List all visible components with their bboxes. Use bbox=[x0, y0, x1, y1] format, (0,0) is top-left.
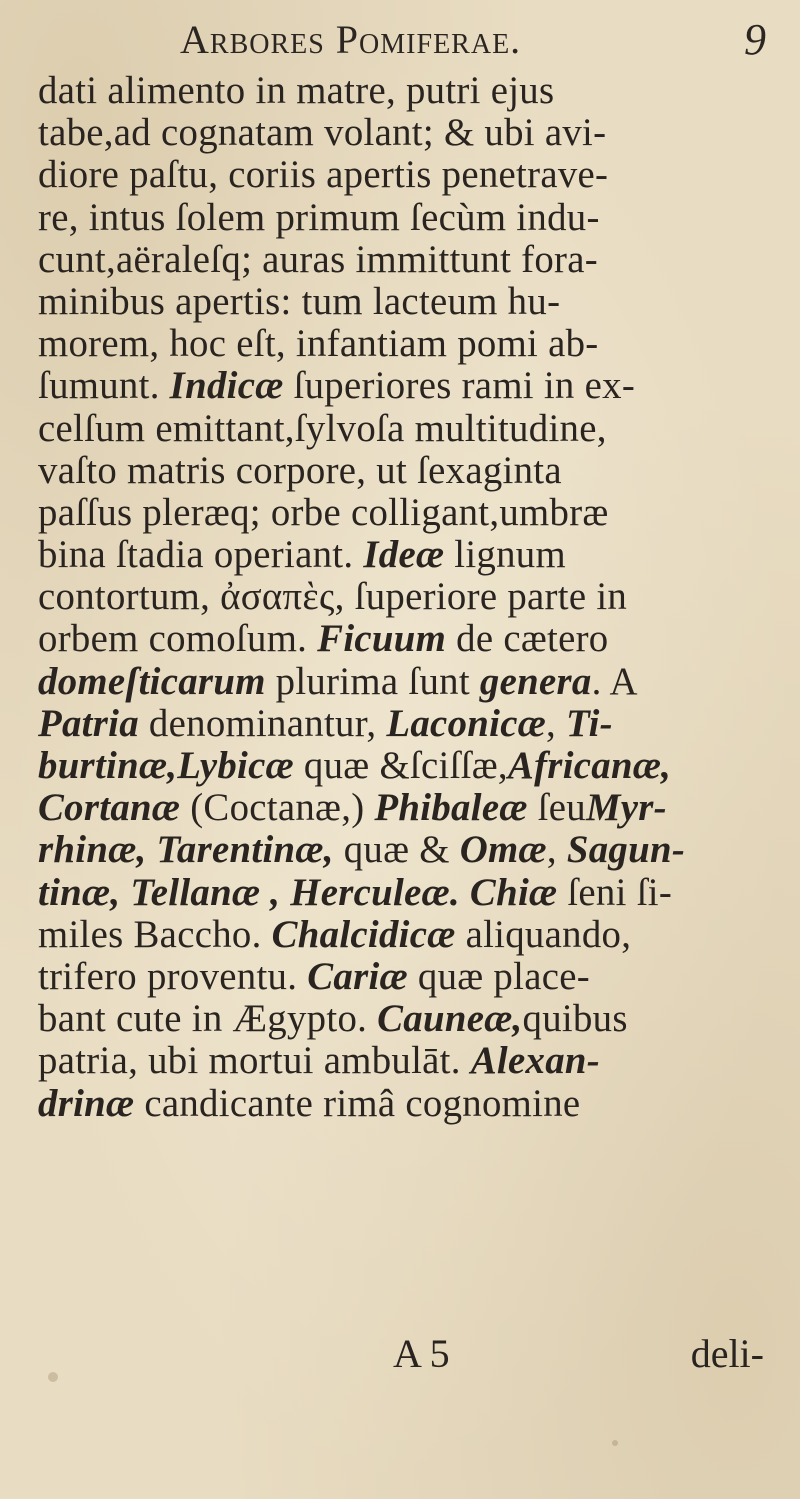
italic-run: tinæ, Tellanæ , Herculeæ. bbox=[38, 870, 460, 914]
italic-run: Ideæ bbox=[363, 533, 445, 577]
text-line bbox=[38, 408, 764, 450]
text-line bbox=[38, 1083, 764, 1125]
text-line bbox=[38, 534, 764, 576]
italic-run: Chalcidicæ bbox=[271, 912, 456, 956]
text-run: plurima ſunt bbox=[265, 659, 480, 703]
text-line bbox=[38, 618, 764, 660]
italic-run: Chiæ bbox=[469, 870, 558, 914]
page-footer bbox=[38, 1330, 768, 1380]
text-run: dati alimento in matre, putri ejus bbox=[38, 69, 555, 112]
text-line bbox=[38, 703, 764, 745]
italic-run: Cortanæ bbox=[38, 786, 181, 830]
text-run: orbem comoſum. bbox=[38, 617, 318, 661]
italic-run: burtinæ,Lybicæ bbox=[38, 744, 294, 787]
text-line bbox=[38, 492, 764, 534]
text-run: celſum emittant,ſylvoſa multitudine, bbox=[38, 406, 607, 450]
italic-run: Cauneæ, bbox=[377, 997, 523, 1041]
text-run: quibus bbox=[522, 997, 628, 1041]
paper-stain bbox=[48, 1372, 58, 1382]
italic-run: Laconicæ bbox=[386, 701, 547, 745]
text-run: paſſus pleræq; orbe colligant,umbræ bbox=[38, 490, 609, 534]
text-run: miles Baccho. bbox=[38, 912, 272, 956]
signature-mark: A 5 bbox=[393, 1331, 450, 1376]
italic-run: Africanæ, bbox=[507, 744, 672, 787]
text-line bbox=[38, 998, 764, 1040]
text-run: bina ſtadia operiant. bbox=[38, 533, 364, 577]
italic-run: Myr- bbox=[585, 786, 667, 830]
text-run: patria, ubi mortui ambulāt. bbox=[38, 1039, 471, 1083]
italic-run: drinæ bbox=[38, 1081, 135, 1125]
text-run: , bbox=[546, 828, 567, 872]
text-line bbox=[38, 745, 764, 787]
text-run: vaſto matris corpore, ut ſexaginta bbox=[38, 448, 562, 492]
italic-run: Sagun- bbox=[566, 828, 686, 872]
text-run: cunt,aëraleſq; auras immittunt fora- bbox=[38, 237, 598, 281]
text-run bbox=[460, 871, 470, 914]
text-line bbox=[38, 872, 764, 914]
italic-run: Indicæ bbox=[169, 364, 284, 408]
text-run: (Coctanæ,) bbox=[180, 786, 375, 830]
page-number: 9 bbox=[744, 15, 766, 64]
text-run: ſuperiores rami in ex- bbox=[283, 364, 636, 408]
body-text bbox=[38, 70, 768, 1125]
text-run: ſeu bbox=[527, 786, 586, 830]
italic-run: Alexan- bbox=[470, 1039, 600, 1083]
text-run: quæ &ſciſſæ, bbox=[293, 744, 508, 787]
text-run: aliquando, bbox=[455, 912, 632, 956]
text-run: candicante rimâ cognomine bbox=[134, 1081, 581, 1125]
text-run: quæ & bbox=[333, 828, 460, 872]
text-line bbox=[38, 829, 764, 871]
italic-run: Omæ bbox=[459, 828, 547, 872]
text-line bbox=[38, 450, 764, 492]
running-title: Arbores Pomiferae. bbox=[180, 17, 522, 62]
text-run: diore paſtu, coriis apertis penetrave- bbox=[38, 153, 609, 197]
text-line bbox=[38, 281, 764, 323]
paper-stain bbox=[612, 1440, 618, 1446]
italic-run: Cariæ bbox=[307, 954, 408, 998]
text-line bbox=[38, 112, 764, 154]
italic-run: Patria bbox=[38, 701, 139, 745]
italic-run: Ficuum bbox=[317, 617, 447, 661]
text-line bbox=[38, 787, 764, 829]
text-run: ſumunt. bbox=[38, 364, 170, 408]
text-run: bant cute in Ægypto. bbox=[38, 997, 378, 1041]
text-run: ſeni ſi- bbox=[557, 870, 673, 914]
catchword: deli- bbox=[690, 1331, 764, 1376]
text-run: contortum, ἀσαπὲς, ſuperiore parte in bbox=[38, 575, 628, 619]
text-run: minibus apertis: tum lacteum hu- bbox=[38, 279, 561, 323]
text-line bbox=[38, 197, 764, 239]
text-line bbox=[38, 661, 764, 703]
italic-run: rhinæ, Tarentinæ, bbox=[38, 828, 334, 872]
text-line bbox=[38, 956, 764, 998]
text-run: , bbox=[546, 701, 567, 745]
text-run: . A bbox=[591, 659, 638, 703]
italic-run: Phibaleæ bbox=[374, 786, 528, 830]
italic-run: genera bbox=[479, 659, 592, 703]
text-line bbox=[38, 70, 764, 112]
text-run: trifero proventu. bbox=[38, 954, 308, 998]
text-run: quæ place- bbox=[407, 954, 590, 998]
text-run: re, intus ſolem primum ſecùm indu- bbox=[38, 195, 600, 239]
italic-run: Ti- bbox=[566, 701, 613, 745]
text-run: de cætero bbox=[446, 617, 609, 661]
text-run: tabe,ad cognatam volant; & ubi avi- bbox=[38, 111, 607, 155]
text-line bbox=[38, 365, 764, 407]
text-run: morem, hoc eſt, infantiam pomi ab- bbox=[38, 322, 599, 366]
text-line bbox=[38, 576, 764, 618]
text-line bbox=[38, 239, 764, 281]
text-line bbox=[38, 154, 764, 196]
italic-run: domeſticarum bbox=[38, 659, 266, 703]
text-line bbox=[38, 323, 764, 365]
text-run: lignum bbox=[444, 533, 566, 577]
page-header bbox=[40, 14, 770, 66]
text-line bbox=[38, 914, 764, 956]
text-line bbox=[38, 1040, 764, 1082]
text-run: denominantur, bbox=[138, 701, 387, 745]
